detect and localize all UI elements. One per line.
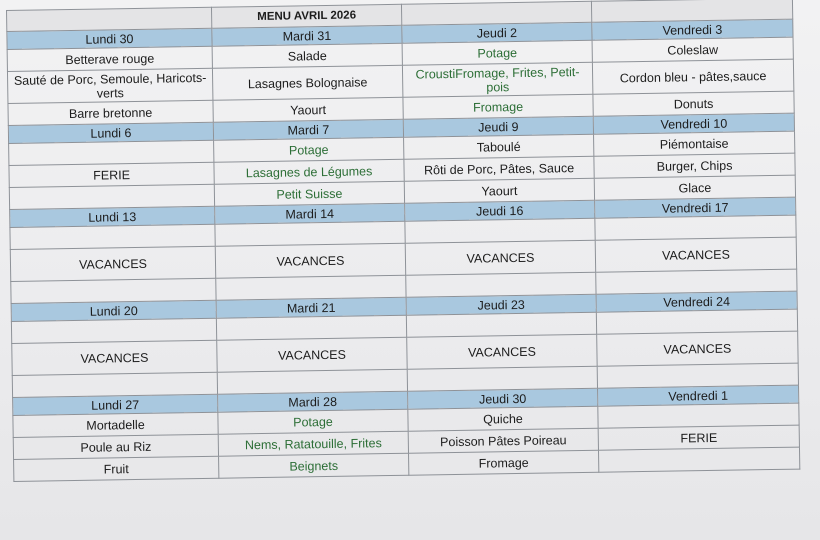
menu-cell: Potage: [402, 40, 592, 65]
menu-cell: Fruit: [14, 456, 219, 481]
day-header: Jeudi 30: [408, 388, 598, 409]
menu-cell: Petit Suisse: [214, 181, 404, 206]
menu-cell: Piémontaise: [594, 131, 795, 156]
menu-cell: VACANCES: [217, 337, 407, 372]
menu-cell: Beignets: [219, 453, 409, 478]
menu-cell: Barre bretonne: [8, 100, 213, 125]
menu-cell: [597, 363, 798, 388]
menu-cell: VACANCES: [12, 340, 217, 375]
menu-cell: Mortadelle: [13, 412, 218, 437]
day-header: Lundi 13: [10, 206, 215, 227]
menu-cell: FERIE: [598, 425, 799, 450]
day-header: Mardi 14: [215, 203, 405, 224]
day-header: Mardi 21: [216, 297, 406, 318]
menu-cell: VACANCES: [407, 334, 597, 369]
menu-cell: [406, 272, 596, 297]
menu-cell: Rôti de Porc, Pâtes, Sauce: [404, 156, 594, 181]
menu-cell: Salade: [212, 43, 402, 68]
menu-cell: [598, 403, 799, 428]
day-header: Vendredi 3: [592, 19, 793, 40]
menu-cell: Potage: [214, 137, 404, 162]
menu-cell: [216, 315, 406, 340]
menu-cell: FERIE: [9, 162, 214, 187]
menu-cell: Poule au Riz: [13, 434, 218, 459]
menu-cell: [9, 140, 214, 165]
day-header: Lundi 20: [11, 300, 216, 321]
menu-cell: Betterave rouge: [7, 46, 212, 71]
day-header: Vendredi 24: [596, 291, 797, 312]
menu-cell: Glace: [594, 175, 795, 200]
menu-cell: Coleslaw: [592, 37, 793, 62]
day-header: Vendredi 10: [593, 113, 794, 134]
menu-cell: [11, 278, 216, 303]
day-header: Jeudi 9: [403, 116, 593, 137]
menu-cell: [596, 269, 797, 294]
menu-cell: Quiche: [408, 406, 598, 431]
menu-cell: [217, 369, 407, 394]
menu-cell: Sauté de Porc, Semoule, Haricots-verts: [7, 68, 212, 103]
day-header: Jeudi 16: [405, 200, 595, 221]
menu-cell: Lasagnes de Légumes: [214, 159, 404, 184]
day-header: Lundi 6: [8, 122, 213, 143]
menu-cell: [598, 447, 799, 472]
menu-cell: Yaourt: [213, 97, 403, 122]
menu-cell: VACANCES: [405, 240, 595, 275]
menu-cell: Donuts: [593, 91, 794, 116]
day-header: Mardi 7: [213, 119, 403, 140]
menu-cell: Poisson Pâtes Poireau: [408, 428, 598, 453]
menu-cell: [596, 309, 797, 334]
menu-cell: [405, 218, 595, 243]
menu-cell: Taboulé: [404, 134, 594, 159]
day-header: Lundi 30: [7, 28, 212, 49]
menu-cell: [407, 366, 597, 391]
menu-cell: CroustiFromage, Frites, Petit-pois: [402, 62, 592, 97]
day-header: Vendredi 1: [598, 385, 799, 406]
day-header: Vendredi 17: [595, 197, 796, 218]
menu-cell: Nems, Ratatouille, Frites: [218, 431, 408, 456]
menu-cell: [216, 275, 406, 300]
menu-cell: [9, 184, 214, 209]
menu-cell: Cordon bleu - pâtes,sauce: [592, 59, 793, 94]
menu-cell: VACANCES: [597, 331, 798, 366]
day-header: Lundi 27: [13, 394, 218, 415]
menu-cell: VACANCES: [215, 243, 405, 278]
menu-cell: [595, 215, 796, 240]
menu-cell: Lasagnes Bolognaise: [212, 65, 402, 100]
menu-cell: Potage: [218, 409, 408, 434]
menu-cell: [215, 221, 405, 246]
menu-table: [6, 0, 800, 482]
menu-cell: Fromage: [409, 450, 599, 475]
day-header: Jeudi 23: [406, 294, 596, 315]
menu-cell: [12, 372, 217, 397]
menu-title: MENU AVRIL 2026: [211, 4, 401, 28]
menu-cell: Yaourt: [404, 178, 594, 203]
menu-cell: VACANCES: [10, 246, 215, 281]
menu-cell: VACANCES: [595, 237, 796, 272]
menu-cell: [10, 224, 215, 249]
day-header: Mardi 31: [212, 25, 402, 46]
menu-cell: [11, 318, 216, 343]
day-header: Mardi 28: [218, 391, 408, 412]
menu-cell: [406, 312, 596, 337]
menu-cell: Fromage: [403, 94, 593, 119]
day-header: Jeudi 2: [402, 22, 592, 43]
menu-cell: Burger, Chips: [594, 153, 795, 178]
